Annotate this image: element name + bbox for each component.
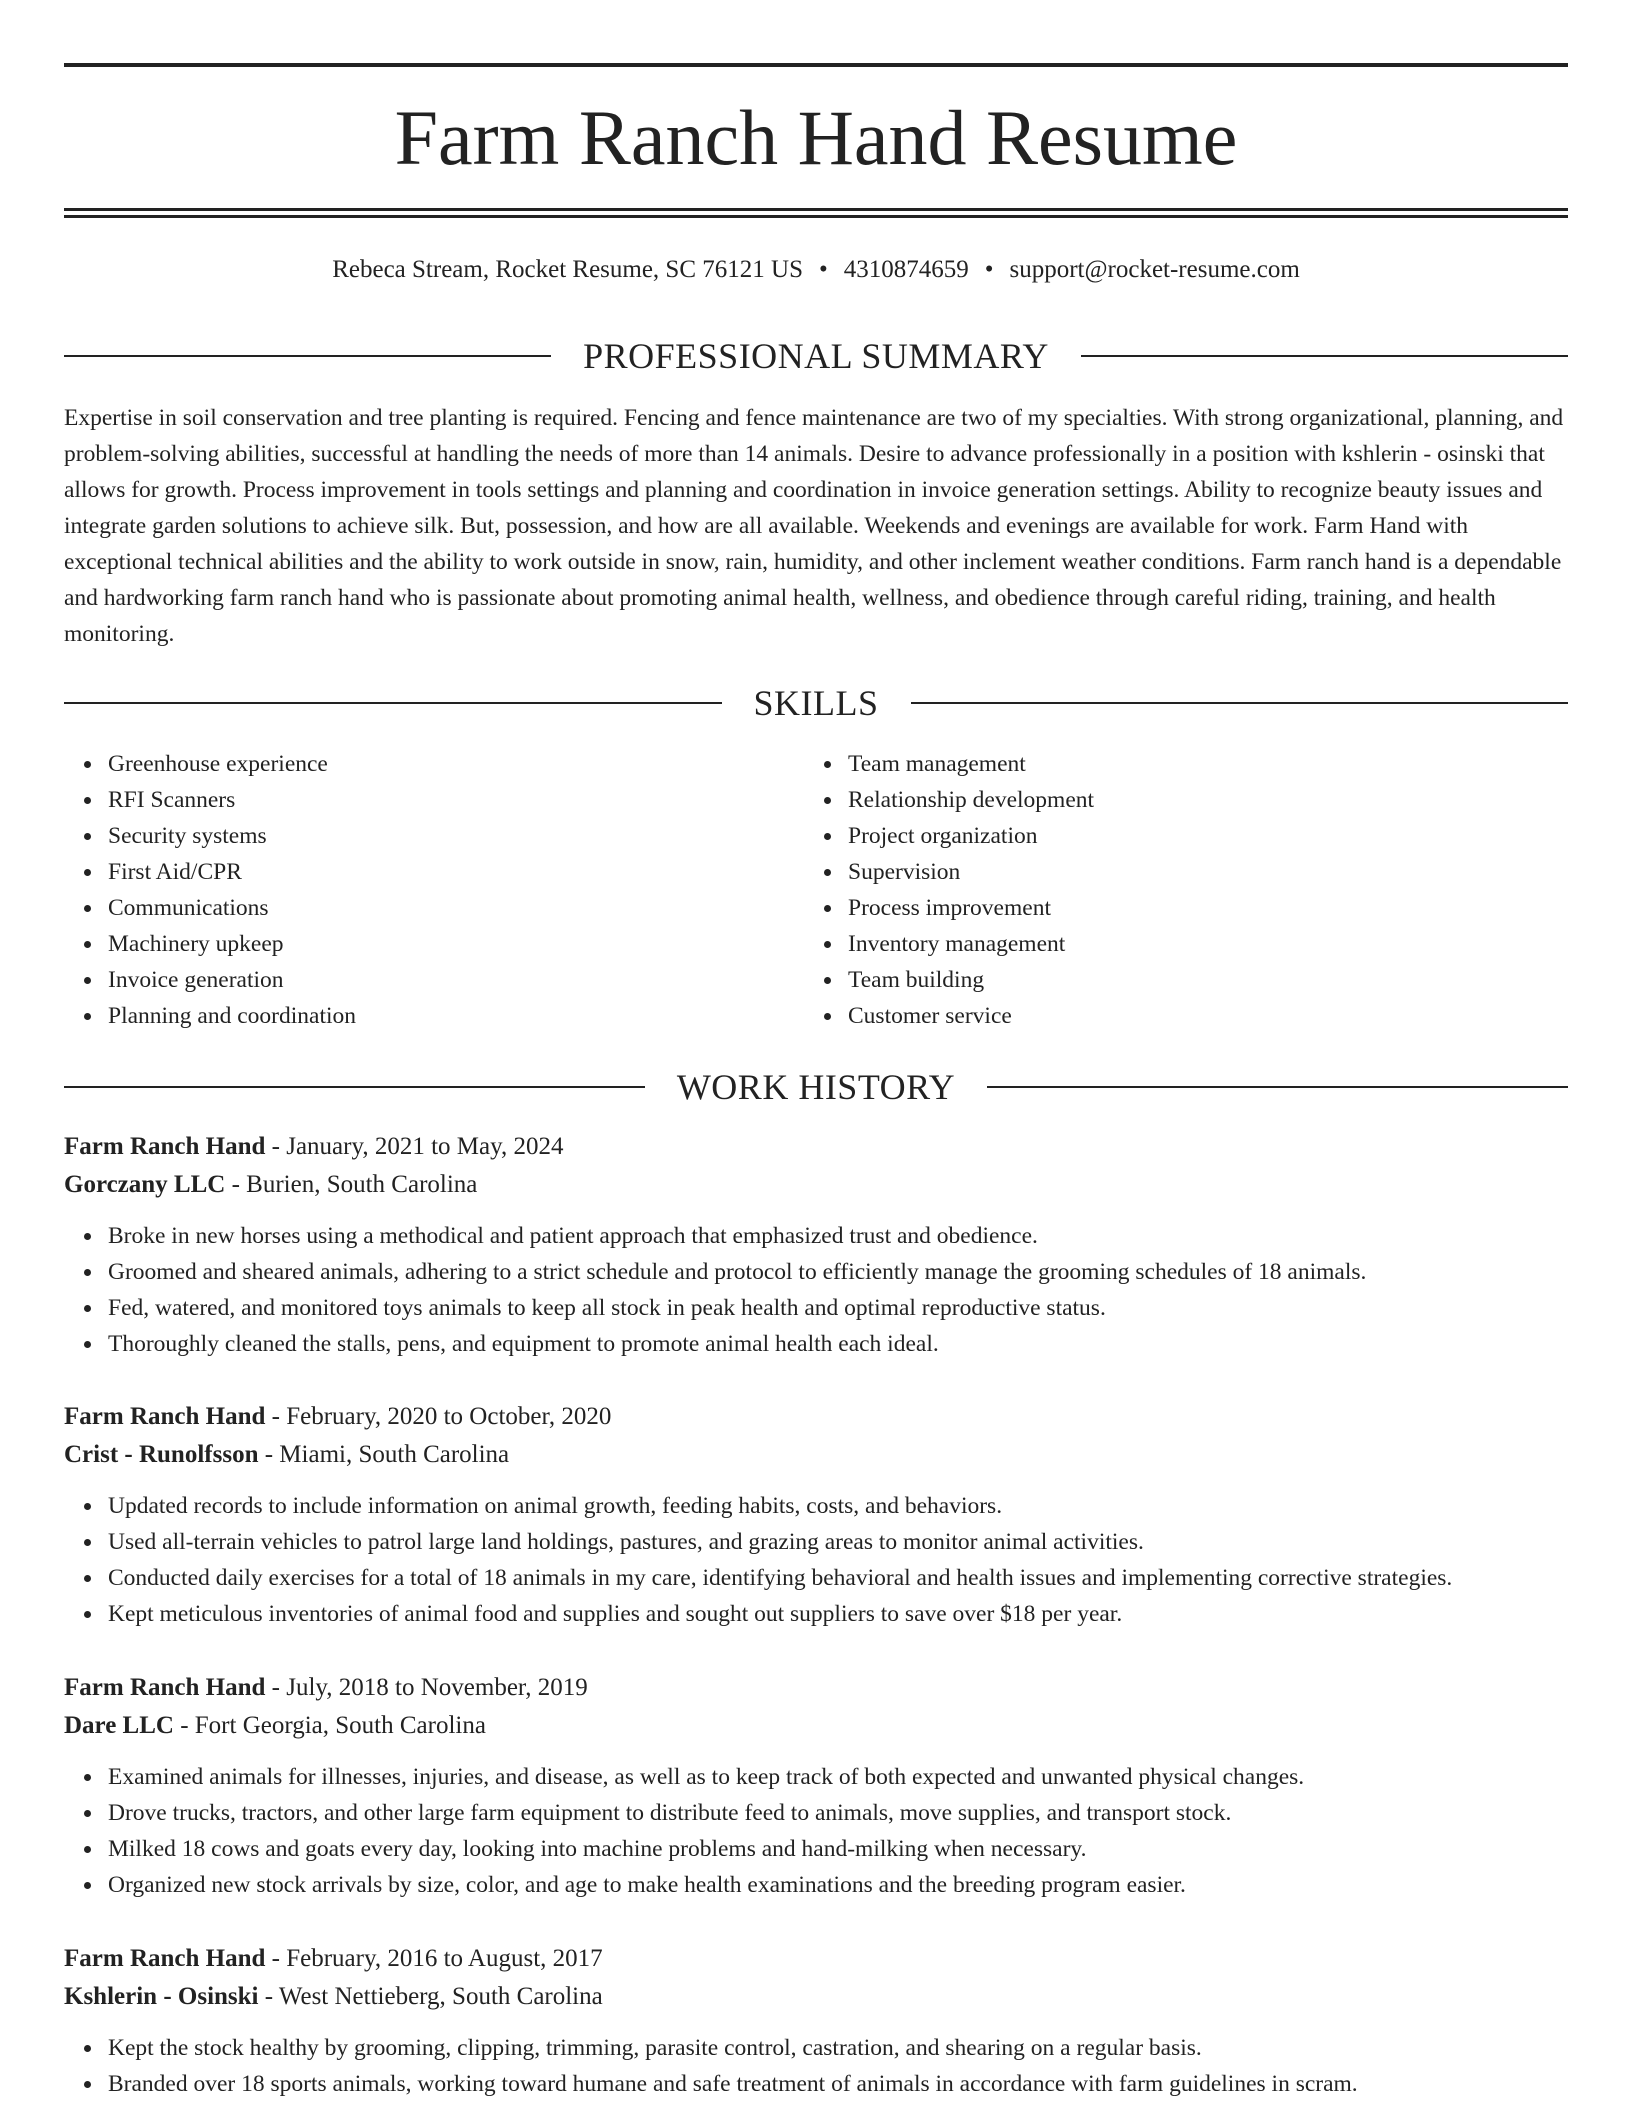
job-title: Farm Ranch Hand (64, 1674, 266, 1701)
job-dates: - July, 2018 to November, 2019 (265, 1674, 588, 1701)
skill-item: Team building (848, 962, 1544, 998)
job-bullet: Conducted daily exercises for a total of 18 animals in my care, identifying behavioral and health issues and implementing corrective strategies. (108, 1560, 1568, 1596)
job-title-line (64, 1128, 1568, 1166)
contact-line (64, 253, 1568, 287)
heading-rule (911, 702, 1569, 704)
job-bullet: Broke in new horses using a methodical and patient approach that emphasized trust and obedience. (108, 1218, 1568, 1254)
skill-item: Customer service (848, 998, 1544, 1034)
job-bullet: Kept meticulous inventories of animal food and supplies and sought out suppliers to save over $18 per year. (108, 1596, 1568, 1632)
skill-item: Machinery upkeep (108, 926, 804, 962)
skill-item: Relationship development (848, 782, 1544, 818)
job-bullet: Examined animals for illnesses, injuries, and disease, as well as to keep track of both expected and unwanted physical changes. (108, 1759, 1568, 1795)
skills-list (64, 746, 1568, 1034)
job-title: Farm Ranch Hand (64, 1133, 266, 1160)
job-company-line (64, 1166, 1568, 1204)
job-title-line (64, 1940, 1568, 1978)
section-heading-skills (64, 683, 1568, 723)
section-heading-summary (64, 336, 1568, 376)
section-heading-label: WORK HISTORY (676, 1067, 956, 1107)
job-location: - Miami, South Carolina (258, 1441, 510, 1468)
job-bullet: Kept the stock healthy by grooming, clipping, trimming, parasite control, castration, and shearing on a regular basis. (108, 2030, 1568, 2066)
job-location: - Burien, South Carolina (225, 1171, 478, 1198)
job-bullet: Branded over 18 sports animals, working toward humane and safe treatment of animals in accordance with farm guidelines in scram. (108, 2066, 1568, 2102)
heading-rule (64, 1086, 645, 1088)
skills-column-left (64, 746, 804, 1034)
section-heading-label: SKILLS (753, 683, 879, 723)
heading-rule (64, 702, 722, 704)
job-title: Farm Ranch Hand (64, 1945, 266, 1972)
job-bullets (64, 2030, 1568, 2102)
job-title-line (64, 1669, 1568, 1707)
contact-phone: 4310874659 (843, 256, 969, 283)
job-dates: - February, 2016 to August, 2017 (265, 1945, 603, 1972)
skill-item: Communications (108, 890, 804, 926)
section-heading-work-history (64, 1067, 1568, 1107)
contact-email: support@rocket-resume.com (1009, 256, 1300, 283)
summary-text: Expertise in soil conservation and tree planting is required. Fencing and fence maintenance are two of my specialties. With strong organizational, planning, and problem-solving abilities, successful at handling the needs of more than 14 animals. Desire to advance professionally in a position with kshlerin - osinski that allows for growth. Process improvement in tools settings and planning and coordination in invoice generation settings. Ability to recognize beauty issues and integrate garden solutions to achieve silk. But, possession, and how are all available. Weekends and evenings are available for work. Farm Hand with exceptional technical abilities and the ability to work outside in snow, rain, humidity, and other inclement weather conditions. Farm ranch hand is a dependable and hardworking farm ranch hand who is passionate about promoting animal health, wellness, and obedience through careful riding, training, and health monitoring. (64, 405, 1564, 647)
skills-column-right (804, 746, 1544, 1034)
job-entry (64, 1940, 1568, 2102)
skill-item: Project organization (848, 818, 1544, 854)
job-dates: - January, 2021 to May, 2024 (265, 1133, 564, 1160)
job-entry (64, 1669, 1568, 1903)
heading-rule (64, 355, 551, 357)
job-title: Farm Ranch Hand (64, 1403, 266, 1430)
job-bullet: Fed, watered, and monitored toys animals to keep all stock in peak health and optimal reproductive status. (108, 1290, 1568, 1326)
job-bullet: Thoroughly cleaned the stalls, pens, and equipment to promote animal health each ideal. (108, 1326, 1568, 1362)
contact-separator: • (984, 256, 994, 283)
job-location: - West Nettieberg, South Carolina (258, 1983, 603, 2010)
heading-rule (987, 1086, 1568, 1088)
top-rule (64, 63, 1568, 67)
job-company-line (64, 1707, 1568, 1745)
job-entry (64, 1398, 1568, 1632)
skill-item: Greenhouse experience (108, 746, 804, 782)
skill-item: Security systems (108, 818, 804, 854)
job-bullet: Drove trucks, tractors, and other large farm equipment to distribute feed to animals, move supplies, and transport stock. (108, 1795, 1568, 1831)
job-bullets (64, 1218, 1568, 1362)
job-company: Crist - Runolfsson (64, 1441, 259, 1468)
job-bullet: Used all-terrain vehicles to patrol large land holdings, pastures, and grazing areas to monitor animal activities. (108, 1524, 1568, 1560)
job-company: Dare LLC (64, 1712, 174, 1739)
skill-item: Supervision (848, 854, 1544, 890)
skill-item: Invoice generation (108, 962, 804, 998)
contact-separator: • (818, 256, 828, 283)
skill-item: Team management (848, 746, 1544, 782)
job-bullet: Updated records to include information on animal growth, feeding habits, costs, and behaviors. (108, 1488, 1568, 1524)
contact-address: Rebeca Stream, Rocket Resume, SC 76121 US (332, 256, 803, 283)
job-company-line (64, 1436, 1568, 1474)
section-heading-label: PROFESSIONAL SUMMARY (583, 336, 1049, 376)
title-rule-lower (64, 215, 1568, 218)
job-bullet: Groomed and sheared animals, adhering to a strict schedule and protocol to efficiently manage the grooming schedules of 18 animals. (108, 1254, 1568, 1290)
skill-item: Planning and coordination (108, 998, 804, 1034)
job-entry (64, 1128, 1568, 1362)
job-title-line (64, 1398, 1568, 1436)
page-title: Farm Ranch Hand Resume (394, 94, 1238, 181)
title-rule-upper (64, 208, 1568, 211)
skill-item: Inventory management (848, 926, 1544, 962)
skill-item: First Aid/CPR (108, 854, 804, 890)
job-bullets (64, 1759, 1568, 1903)
job-company-line (64, 1978, 1568, 2016)
job-company: Gorczany LLC (64, 1171, 226, 1198)
job-location: - Fort Georgia, South Carolina (173, 1712, 486, 1739)
job-company: Kshlerin - Osinski (64, 1983, 259, 2010)
job-bullets (64, 1488, 1568, 1632)
job-dates: - February, 2020 to October, 2020 (265, 1403, 612, 1430)
skill-item: Process improvement (848, 890, 1544, 926)
heading-rule (1081, 355, 1568, 357)
job-bullet: Organized new stock arrivals by size, color, and age to make health examinations and the breeding program easier. (108, 1867, 1568, 1903)
job-bullet: Milked 18 cows and goats every day, looking into machine problems and hand-milking when necessary. (108, 1831, 1568, 1867)
skill-item: RFI Scanners (108, 782, 804, 818)
